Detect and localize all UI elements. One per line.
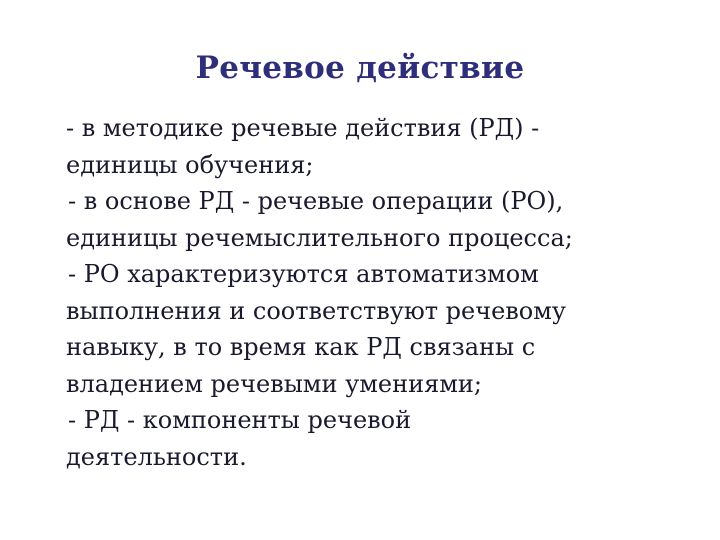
body-line: - в методике речевые действия (РД) - (66, 114, 540, 142)
body-line: единицы речемыслительного процесса; (66, 223, 573, 252)
body-line: навыку, в то время как РД связаны с (66, 333, 536, 361)
body-line: - в основе РД - речевые операции (РО), (68, 187, 564, 215)
body-line: единицы обучения; (66, 150, 314, 179)
slide-body (66, 110, 686, 475)
body-line: выполнения и соответствуют речевому (66, 296, 567, 325)
body-line: - РО характеризуются автоматизмом (68, 260, 539, 288)
body-line: владением речевыми умениями; (66, 369, 482, 398)
slide-title: Речевое действие (195, 50, 525, 86)
body-line: - РД - компоненты речевой (68, 406, 412, 434)
body-line: деятельности. (66, 442, 247, 471)
